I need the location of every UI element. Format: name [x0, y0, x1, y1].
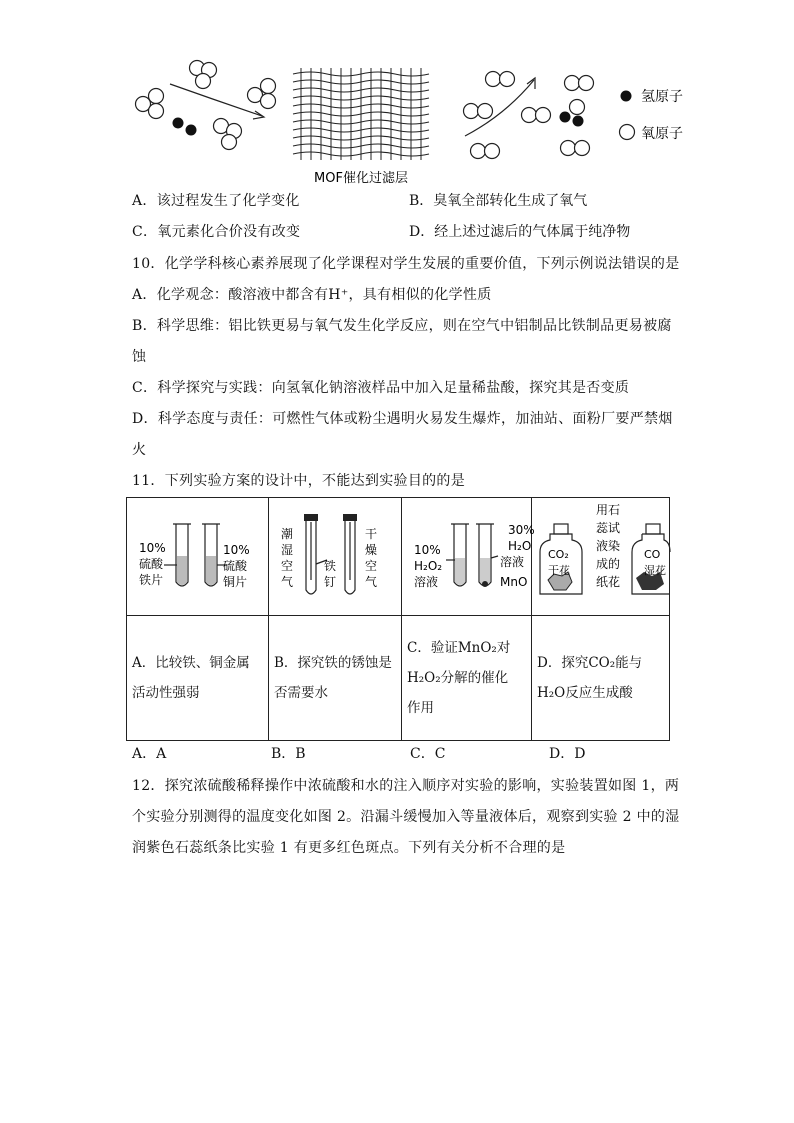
q11-stem: 11．下列实验方案的设计中，不能达到实验目的的是 [132, 473, 466, 489]
q11-answer-d: D．D [549, 746, 586, 762]
left-molecules [136, 61, 276, 150]
right-molecules [464, 72, 594, 159]
exp-d-top-l3: 液染 [596, 539, 621, 553]
q12-line3: 润紫色石蕊纸条比实验 1 有更多红色斑点。下列有关分析不合理的是 [132, 840, 566, 856]
experiment-d-caption [532, 616, 670, 741]
exp-d-top-l4: 成的 [596, 557, 621, 571]
q9-option-b: B．臭氧全部转化生成了氧气 [409, 193, 588, 209]
exp-c-left-l3: 溶液 [414, 575, 439, 589]
q9-option-a: A．该过程发生了化学变化 [132, 193, 300, 209]
q9-option-c: C．氧元素化合价没有改变 [132, 224, 301, 240]
q12-line2: 个实验分别测得的温度变化如图 2。沿漏斗缓慢加入等量液体后，观察到实验 2 中的湿 [132, 809, 680, 825]
caption-c-l2: H₂O₂分解的催化 [407, 670, 509, 686]
caption-a-l1: A．比较铁、铜金属 [132, 655, 250, 671]
exp-b-left-l4: 气 [281, 575, 294, 589]
exp-d-left-jar-l1: CO₂ [548, 548, 569, 561]
exp-c-right-l2: H₂O [508, 539, 532, 553]
exp-d-right-jar-l1: CO [644, 548, 661, 561]
caption-a-l2: 活动性强弱 [132, 685, 200, 701]
exp-a-left-l2: 硫酸 [139, 557, 164, 571]
exp-d-top-l5: 纸花 [596, 575, 621, 589]
q10-option-d-line1: D．科学态度与责任：可燃性气体或粉尘遇明火易发生爆炸，加油站、面粉厂要严禁烟 [132, 411, 673, 427]
exp-a-right-l3: 铜片 [223, 575, 248, 589]
filter-label: MOF催化过滤层 [314, 171, 408, 186]
legend-oxygen: 氧原子 [641, 126, 683, 142]
caption-b-l2: 否需要水 [274, 685, 328, 701]
exp-b-left-l1: 潮 [281, 527, 294, 541]
q9-molecule-figure [0, 0, 794, 190]
q11-answer-b: B．B [271, 746, 306, 762]
q12-line1: 12．探究浓硫酸稀释操作中浓硫酸和水的注入顺序对实验的影响，实验装置如图 1，两 [132, 778, 680, 794]
exp-b-left-l2: 湿 [281, 543, 294, 557]
experiment-a-image [127, 498, 269, 616]
q10-option-b-line1: B．科学思维：铝比铁更易与氧气发生化学反应，则在空气中铝制品比铁制品更易被腐 [132, 318, 672, 334]
q9-option-d: D．经上述过滤后的气体属于纯净物 [409, 224, 631, 240]
q10-option-a: A．化学观念：酸溶液中都含有H⁺，具有相似的化学性质 [132, 287, 492, 303]
exp-c-left-l1: 10% [414, 543, 441, 557]
exp-a-right-l1: 10% [223, 543, 250, 557]
exp-c-right-l3: 溶液 [500, 555, 525, 569]
exp-a-left-l1: 10% [139, 541, 166, 555]
exp-b-right-l3: 空 [365, 559, 378, 573]
exp-d-left-jar-l2: 干花 [548, 564, 570, 577]
caption-c-l3: 作用 [407, 700, 434, 716]
caption-b-l1: B．探究铁的锈蚀是 [274, 655, 392, 671]
caption-d-l1: D．探究CO₂能与 [537, 655, 643, 671]
exp-d-right-jar-l2: 湿花 [644, 564, 666, 577]
q10-option-d-line2: 火 [132, 442, 147, 458]
exp-c-right-l1: 30% [508, 523, 535, 537]
exp-b-right-l2: 燥 [365, 543, 378, 557]
exp-b-mid-l2: 钉 [324, 575, 337, 589]
exp-b-left-l3: 空 [281, 559, 294, 573]
caption-d-l2: H₂O反应生成酸 [537, 685, 633, 701]
experiment-d-image [532, 498, 670, 616]
experiment-b-caption [269, 616, 402, 741]
q11-answer-c: C．C [410, 746, 446, 762]
mof-filter-grid [293, 68, 429, 160]
oxygen-atom-symbol [620, 125, 635, 140]
q11-answer-a: A．A [132, 746, 167, 762]
left-hydrogen-pair [173, 118, 197, 136]
exp-d-top-l1: 用石 [596, 503, 621, 517]
exp-d-top-l2: 蕊试 [596, 521, 621, 535]
experiment-b-image [269, 498, 402, 616]
q11-experiment-table [126, 497, 670, 741]
experiment-c-caption [402, 616, 532, 741]
exp-b-right-l1: 干 [365, 527, 378, 541]
q10-option-b-line2: 蚀 [132, 349, 147, 365]
exp-a-left-l3: 铁片 [139, 573, 164, 587]
caption-c-l1: C．验证MnO₂对 [407, 640, 511, 656]
experiment-a-caption [127, 616, 269, 741]
hydrogen-atom-symbol [621, 91, 632, 102]
exp-c-left-l2: H₂O₂ [414, 559, 443, 573]
exp-a-right-l2: 硫酸 [223, 559, 248, 573]
experiment-c-image [402, 498, 535, 616]
exp-b-right-l4: 气 [365, 575, 378, 589]
q10-stem: 10．化学学科核心素养展现了化学课程对学生发展的重要价值，下列示例说法错误的是 [132, 256, 680, 272]
legend-hydrogen: 氢原子 [641, 89, 683, 105]
q10-option-c: C．科学探究与实践：向氢氧化钠溶液样品中加入足量稀盐酸，探究其是否变质 [132, 380, 630, 396]
exp-b-mid-l1: 铁 [324, 559, 337, 573]
exp-c-right-l4: MnO [500, 575, 528, 589]
